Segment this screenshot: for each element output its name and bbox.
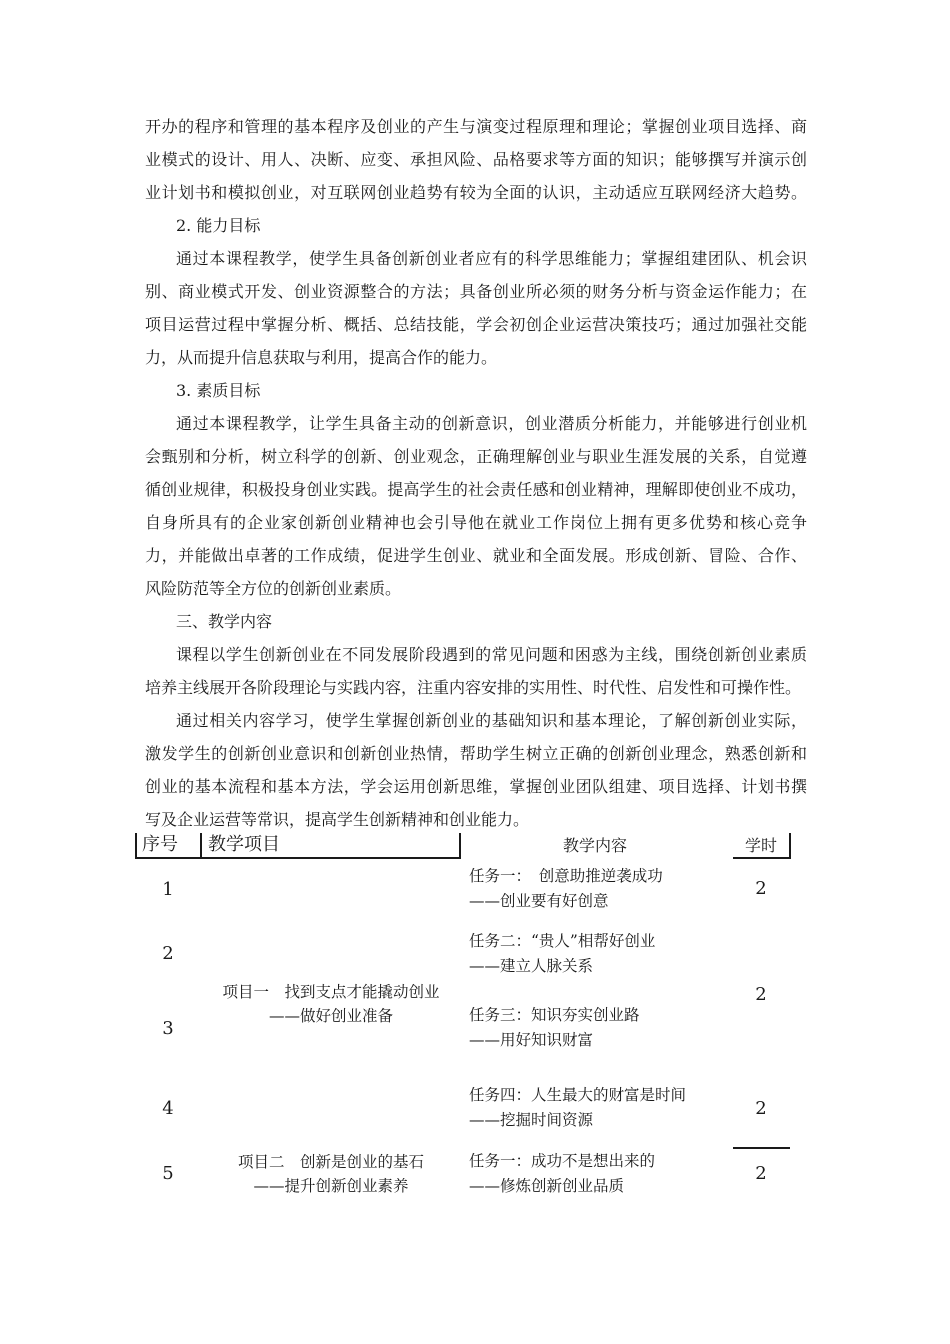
paragraph-line: 课程以学生创新创业在不同发展阶段遇到的常见问题和困惑为主线，围绕创新创业素质 <box>176 645 807 664</box>
task-title: 任务四：人生最大的财富是时间 <box>469 1086 687 1104</box>
row-number: 1 <box>162 879 174 900</box>
row-number: 3 <box>162 1018 174 1039</box>
paragraph-line: 别、商业模式开发、创业资源整合的方法；具备创业所必须的财务分析与资金运作能力；在 <box>145 282 807 301</box>
paragraph-line: 通过本课程教学，让学生具备主动的创新意识，创业潜质分析能力，并能够进行创业机 <box>176 414 807 433</box>
task-title: 任务一：成功不是想出来的 <box>469 1152 656 1170</box>
table-row-rule <box>733 1147 790 1149</box>
row-hours: 2 <box>755 1163 767 1184</box>
table-header-rule <box>135 857 460 859</box>
paragraph-line: 自身所具有的企业家创新创业精神也会引导他在就业工作岗位上拥有更多优势和核心竞争 <box>145 513 807 532</box>
paragraph-line: 业计划书和模拟创业，对互联网创业趋势有较为全面的认识，主动适应互联网经济大趋势。 <box>145 183 807 202</box>
task-subtitle: ——挖掘时间资源 <box>469 1111 594 1129</box>
section-heading: 三、教学内容 <box>176 612 273 631</box>
task-subtitle: ——创业要有好创意 <box>469 892 609 910</box>
task-subtitle: ——修炼创新创业品质 <box>469 1177 625 1195</box>
row-hours: 2 <box>755 1098 767 1119</box>
task-subtitle: ——用好知识财富 <box>469 1031 594 1049</box>
task-subtitle: ——建立人脉关系 <box>469 957 594 975</box>
project-title: 项目一 找到支点才能撬动创业 <box>222 983 440 1001</box>
header-hours: 学时 <box>745 836 778 855</box>
paragraph-line: 项目运营过程中掌握分析、概括、总结技能，学会初创企业运营决策技巧；通过加强社交能 <box>145 315 807 334</box>
section-heading: 3. 素质目标 <box>176 381 261 400</box>
paragraph-line: 写及企业运营等常识，提高学生创新精神和创业能力。 <box>145 810 530 829</box>
project-subtitle: ——提升创新创业素养 <box>253 1177 409 1195</box>
task-title: 任务三：知识夯实创业路 <box>469 1006 640 1024</box>
project-subtitle: ——做好创业准备 <box>268 1007 393 1025</box>
task-title: 任务二：“贵人”相帮好创业 <box>469 932 656 950</box>
table-header-rule <box>200 833 202 859</box>
paragraph-line: 开办的程序和管理的基本程序及创业的产生与演变过程原理和理论；掌握创业项目选择、商 <box>145 117 807 136</box>
paragraph-line: 风险防范等全方位的创新创业素质。 <box>145 579 402 598</box>
paragraph-line: 创业的基本流程和基本方法，学会运用创新思维，掌握创业团队组建、项目选择、计划书撰 <box>145 777 807 796</box>
paragraph-line: 会甄别和分析，树立科学的创新、创业观念，正确理解创业与职业生涯发展的关系，自觉遵 <box>145 447 807 466</box>
paragraph-line: 力，并能做出卓著的工作成绩，促进学生创业、就业和全面发展。形成创新、冒险、合作、 <box>145 546 807 565</box>
row-hours: 2 <box>755 878 767 899</box>
table-header-rule <box>789 833 791 859</box>
project-title: 项目二 创新是创业的基石 <box>237 1153 424 1171</box>
row-number: 4 <box>162 1098 174 1119</box>
paragraph-line: 激发学生的创新创业意识和创新创业热情，帮助学生树立正确的创新创业理念，熟悉创新和 <box>145 744 807 763</box>
paragraph-line: 通过本课程教学，使学生具备创新创业者应有的科学思维能力；掌握组建团队、机会识 <box>176 249 807 268</box>
task-title: 任务一： 创意助推逆袭成功 <box>469 867 663 885</box>
table-header-rule <box>459 833 461 859</box>
paragraph-line: 力，从而提升信息获取与利用，提高合作的能力。 <box>145 348 498 367</box>
row-number: 5 <box>162 1163 174 1184</box>
table-header-rule <box>733 857 790 859</box>
header-content: 教学内容 <box>563 836 628 855</box>
header-num: 序号 <box>142 834 178 855</box>
paragraph-line: 业模式的设计、用人、决断、应变、承担风险、品格要求等方面的知识；能够撰写并演示创 <box>145 150 807 169</box>
section-heading: 2. 能力目标 <box>176 216 261 235</box>
paragraph-line: 通过相关内容学习，使学生掌握创新创业的基础知识和基本理论，了解创新创业实际， <box>176 711 807 730</box>
paragraph-line: 培养主线展开各阶段理论与实践内容，注重内容安排的实用性、时代性、启发性和可操作性。 <box>145 678 802 697</box>
paragraph-line: 循创业规律，积极投身创业实践。提高学生的社会责任感和创业精神，理解即使创业不成功， <box>145 480 807 499</box>
row-number: 2 <box>162 943 174 964</box>
table-header-rule <box>135 833 137 859</box>
row-hours: 2 <box>755 984 767 1005</box>
header-project: 教学项目 <box>208 834 280 855</box>
